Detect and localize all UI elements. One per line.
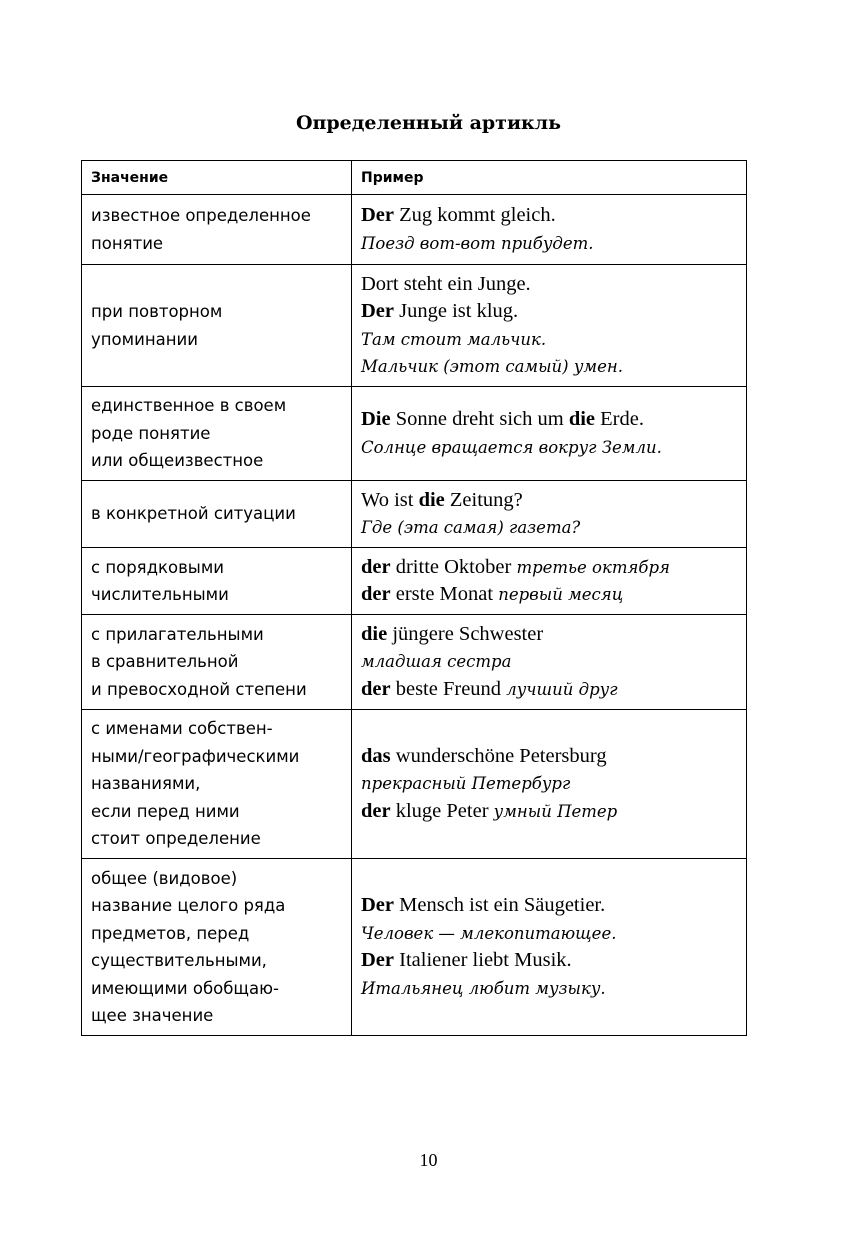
translation-text: Там стоит мальчик. xyxy=(361,329,547,349)
meaning-cell xyxy=(82,859,352,1036)
meaning-line: название целого ряда xyxy=(91,896,286,915)
example-line xyxy=(361,487,737,515)
table-row xyxy=(82,548,747,615)
example-cell xyxy=(352,859,747,1036)
example-cell xyxy=(352,548,747,615)
example-line xyxy=(361,743,737,771)
example-line xyxy=(361,975,737,1003)
meaning-line: и превосходной степени xyxy=(91,679,307,699)
meaning-cell xyxy=(82,481,352,548)
example-cell xyxy=(352,615,747,710)
translation-text: третье октября xyxy=(516,557,670,577)
meaning-line: стоит определение xyxy=(91,829,261,849)
article-word: die xyxy=(568,408,596,430)
translation-text: первый месяц xyxy=(498,585,624,604)
example-line xyxy=(361,298,737,326)
meaning-line: при повторном xyxy=(91,302,223,321)
page-title: Определенный артикль xyxy=(295,112,562,134)
german-text: Zug kommt gleich. xyxy=(394,204,556,226)
translation-text: Поезд вот-вот прибудет. xyxy=(361,233,594,253)
german-text: dritte Oktober xyxy=(390,555,517,578)
translation-text: Солнце вращается вокруг Земли. xyxy=(361,437,662,457)
meaning-line: существительными, xyxy=(91,951,267,970)
meaning-cell xyxy=(82,710,352,859)
page-number: 10 xyxy=(419,1150,438,1170)
example-cell xyxy=(352,387,747,481)
table-row xyxy=(82,710,747,859)
meaning-cell xyxy=(82,387,352,481)
meaning-line: единственное в своем xyxy=(91,396,287,416)
meaning-line: имеющими обобщаю- xyxy=(91,978,279,998)
meaning-cell xyxy=(82,265,352,387)
german-text: Erde. xyxy=(595,408,644,430)
meaning-line: с порядковыми xyxy=(91,557,224,577)
example-line xyxy=(361,798,737,826)
article-word: Der xyxy=(361,204,395,226)
meaning-line: понятие xyxy=(91,233,164,253)
example-line xyxy=(361,271,737,299)
column-header-meaning: Значение xyxy=(82,161,352,195)
meaning-line: щее значение xyxy=(91,1006,214,1025)
example-line xyxy=(361,947,737,975)
german-text: erste Monat xyxy=(390,583,499,605)
translation-text: Где (эта самая) газета? xyxy=(361,518,581,537)
meaning-line: роде понятие xyxy=(91,423,211,443)
table-row xyxy=(82,615,747,710)
example-line xyxy=(361,514,737,542)
example-cell xyxy=(352,710,747,859)
translation-text: Человек — млекопитающее. xyxy=(361,923,617,943)
german-text: Dort steht ein Junge. xyxy=(361,272,531,295)
example-line xyxy=(361,621,737,649)
example-cell xyxy=(352,265,747,387)
example-cell xyxy=(352,195,747,265)
meaning-line: или общеизвестное xyxy=(91,451,264,471)
meaning-line: если перед ними xyxy=(91,801,240,821)
example-line xyxy=(361,920,737,948)
meaning-line: предметов, перед xyxy=(91,923,250,943)
meaning-line: числительными xyxy=(91,585,229,604)
meaning-line: с именами собствен- xyxy=(91,719,273,739)
example-cell xyxy=(352,481,747,548)
article-word: der xyxy=(361,677,391,700)
table-row xyxy=(82,195,747,265)
article-word: der xyxy=(361,799,391,822)
translation-text: прекрасный Петербург xyxy=(361,774,571,794)
german-text: wunderschöne Petersburg xyxy=(390,744,607,767)
example-line xyxy=(361,892,737,920)
article-word: Der xyxy=(361,894,395,916)
meaning-line: упоминании xyxy=(91,329,198,349)
translation-text: Итальянец любит музыку. xyxy=(361,978,606,998)
german-text: Zeitung? xyxy=(444,488,523,511)
german-text: Mensch ist ein Säugetier. xyxy=(394,894,606,916)
german-text: beste Freund xyxy=(390,677,507,700)
example-line xyxy=(361,434,737,462)
example-line xyxy=(361,406,737,434)
article-word: Die xyxy=(361,408,391,430)
translation-text: младшая сестра xyxy=(361,652,512,672)
example-line xyxy=(361,770,737,798)
meaning-line: в конкретной ситуации xyxy=(91,504,296,524)
meaning-cell xyxy=(82,195,352,265)
german-text: Sonne dreht sich um xyxy=(390,408,569,430)
example-line xyxy=(361,326,737,354)
example-line xyxy=(361,230,737,258)
column-header-example: Пример xyxy=(352,161,747,195)
article-word: die xyxy=(418,488,445,511)
translation-text: умный Петер xyxy=(493,801,618,821)
article-word: Der xyxy=(361,300,395,322)
meaning-cell xyxy=(82,615,352,710)
meaning-line: общее (видовое) xyxy=(91,868,238,888)
example-line xyxy=(361,353,737,381)
german-text: kluge Peter xyxy=(390,799,494,822)
article-table xyxy=(81,160,747,1036)
table-row xyxy=(82,859,747,1036)
example-line xyxy=(361,648,737,676)
translation-text: лучший друг xyxy=(506,679,618,699)
meaning-line: названиями, xyxy=(91,774,201,794)
article-word: die xyxy=(361,622,388,645)
meaning-line: известное определенное xyxy=(91,206,311,225)
meaning-line: в сравнительной xyxy=(91,652,239,672)
article-word: der xyxy=(361,555,391,578)
table-header-row xyxy=(82,161,747,195)
german-text: Junge ist klug. xyxy=(394,300,519,322)
example-line xyxy=(361,676,737,704)
example-line xyxy=(361,554,737,582)
german-text: Wo ist xyxy=(361,488,419,511)
meaning-line: ными/географическими xyxy=(91,746,300,766)
table-row xyxy=(82,481,747,548)
article-word: der xyxy=(361,583,391,605)
meaning-line: с прилагательными xyxy=(91,624,264,644)
article-word: das xyxy=(361,744,391,767)
table-row xyxy=(82,265,747,387)
table-row xyxy=(82,387,747,481)
example-line xyxy=(361,202,737,230)
article-word: Der xyxy=(361,949,395,971)
german-text: Italiener liebt Musik. xyxy=(394,949,572,971)
german-text: jüngere Schwester xyxy=(387,622,544,645)
translation-text: Мальчик (этот самый) умен. xyxy=(361,357,623,376)
meaning-cell xyxy=(82,548,352,615)
example-line xyxy=(361,581,737,609)
